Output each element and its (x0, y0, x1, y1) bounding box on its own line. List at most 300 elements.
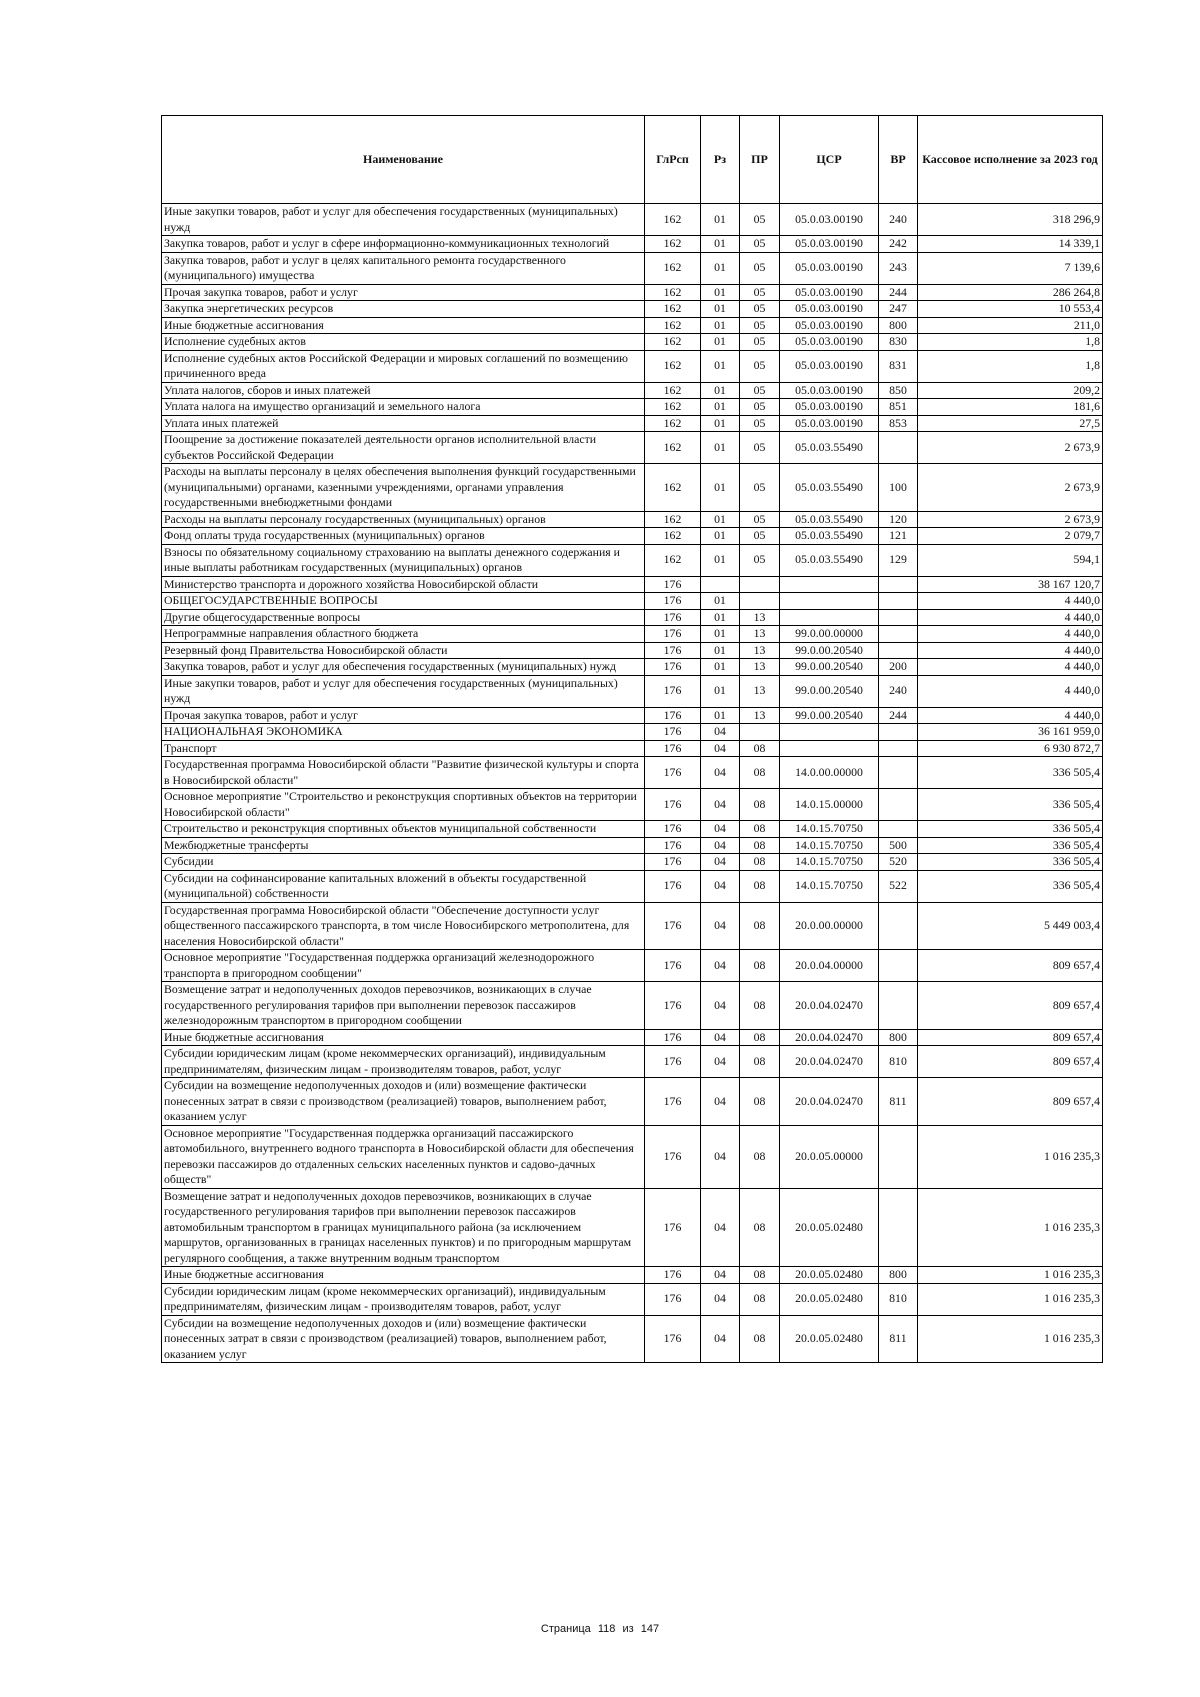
cell-vr (879, 593, 918, 610)
table-row (162, 284, 1103, 301)
cell-name: Закупка товаров, работ и услуг для обеспечения государственных (муниципальных) нужд (162, 659, 645, 676)
table-row (162, 789, 1103, 821)
cell-vr (879, 982, 918, 1030)
table-row (162, 757, 1103, 789)
cell-csr: 20.0.04.02470 (780, 1029, 879, 1046)
cell-amount: 336 505,4 (918, 870, 1103, 902)
header-amount: Кассовое исполнение за 2023 год (918, 116, 1103, 204)
cell-vr: 800 (879, 317, 918, 334)
cell-vr (879, 950, 918, 982)
cell-vr (879, 821, 918, 838)
cell-amount: 318 296,9 (918, 204, 1103, 236)
cell-pr: 05 (740, 399, 780, 416)
cell-grp: 176 (645, 1188, 701, 1267)
cell-vr: 800 (879, 1029, 918, 1046)
header-csr: ЦСР (780, 116, 879, 204)
cell-grp: 162 (645, 528, 701, 545)
cell-csr: 05.0.03.00190 (780, 415, 879, 432)
cell-csr: 05.0.03.55490 (780, 432, 879, 464)
table-row (162, 204, 1103, 236)
cell-csr: 14.0.15.00000 (780, 789, 879, 821)
cell-pr: 05 (740, 301, 780, 318)
table-row (162, 821, 1103, 838)
table-row (162, 1125, 1103, 1188)
cell-rz: 01 (701, 334, 740, 351)
table-row (162, 528, 1103, 545)
cell-csr: 99.0.00.20540 (780, 659, 879, 676)
cell-vr (879, 757, 918, 789)
page-current: 118 (597, 1623, 616, 1635)
cell-name: Основное мероприятие "Государственная поддержка организаций железнодорожного транспорта в пригородном сообщении" (162, 950, 645, 982)
cell-vr: 800 (879, 1267, 918, 1284)
cell-vr: 522 (879, 870, 918, 902)
cell-rz: 04 (701, 982, 740, 1030)
cell-grp: 162 (645, 432, 701, 464)
cell-name: Иные закупки товаров, работ и услуг для обеспечения государственных (муниципальных) нужд (162, 204, 645, 236)
cell-rz: 01 (701, 236, 740, 253)
cell-rz: 04 (701, 870, 740, 902)
cell-name: Взносы по обязательному социальному страхованию на выплаты денежного содержания и иные выплаты работникам государственных (муниципальных) органов (162, 544, 645, 576)
cell-pr: 05 (740, 252, 780, 284)
table-row (162, 724, 1103, 741)
cell-vr (879, 740, 918, 757)
cell-rz: 01 (701, 609, 740, 626)
table-row (162, 642, 1103, 659)
cell-amount: 4 440,0 (918, 642, 1103, 659)
cell-vr: 811 (879, 1315, 918, 1363)
cell-csr (780, 724, 879, 741)
cell-amount: 594,1 (918, 544, 1103, 576)
cell-rz: 04 (701, 1125, 740, 1188)
cell-name: Субсидии (162, 854, 645, 871)
cell-grp: 176 (645, 675, 701, 707)
cell-amount: 336 505,4 (918, 757, 1103, 789)
table-row (162, 399, 1103, 416)
cell-rz: 04 (701, 1267, 740, 1284)
cell-vr (879, 902, 918, 950)
cell-rz: 04 (701, 757, 740, 789)
cell-rz: 01 (701, 544, 740, 576)
cell-pr: 08 (740, 1046, 780, 1078)
cell-amount: 336 505,4 (918, 789, 1103, 821)
cell-vr: 810 (879, 1046, 918, 1078)
cell-csr: 99.0.00.20540 (780, 707, 879, 724)
cell-vr: 830 (879, 334, 918, 351)
cell-csr: 20.0.04.02470 (780, 1078, 879, 1126)
cell-amount: 2 079,7 (918, 528, 1103, 545)
cell-vr (879, 789, 918, 821)
table-row (162, 982, 1103, 1030)
cell-csr: 05.0.03.00190 (780, 252, 879, 284)
cell-csr: 20.0.04.02470 (780, 1046, 879, 1078)
cell-csr: 05.0.03.00190 (780, 350, 879, 382)
table-row (162, 626, 1103, 643)
table-row (162, 1267, 1103, 1284)
cell-rz: 01 (701, 204, 740, 236)
cell-pr: 13 (740, 707, 780, 724)
cell-amount: 336 505,4 (918, 837, 1103, 854)
cell-name: Иные бюджетные ассигнования (162, 317, 645, 334)
cell-amount: 38 167 120,7 (918, 576, 1103, 593)
cell-rz (701, 576, 740, 593)
cell-vr: 120 (879, 511, 918, 528)
cell-csr: 05.0.03.00190 (780, 399, 879, 416)
cell-rz: 01 (701, 528, 740, 545)
cell-vr: 853 (879, 415, 918, 432)
cell-grp: 176 (645, 1283, 701, 1315)
cell-csr: 05.0.03.00190 (780, 317, 879, 334)
cell-grp: 162 (645, 204, 701, 236)
cell-pr: 13 (740, 675, 780, 707)
cell-rz: 04 (701, 1315, 740, 1363)
cell-grp: 176 (645, 982, 701, 1030)
cell-name: Закупка товаров, работ и услуг в сфере информационно-коммуникационных технологий (162, 236, 645, 253)
table-row (162, 576, 1103, 593)
cell-grp: 176 (645, 593, 701, 610)
cell-rz: 01 (701, 707, 740, 724)
cell-name: Возмещение затрат и недополученных доходов перевозчиков, возникающих в случае государственного регулирования тарифов при выполнении перевозок пассажиров железнодорожным транспортом в пригородном сообщении (162, 982, 645, 1030)
cell-csr: 20.0.04.00000 (780, 950, 879, 982)
cell-csr: 14.0.00.00000 (780, 757, 879, 789)
cell-amount: 809 657,4 (918, 1029, 1103, 1046)
page-word: Страница (540, 1623, 591, 1635)
table-row (162, 854, 1103, 871)
cell-grp: 162 (645, 334, 701, 351)
cell-pr: 13 (740, 659, 780, 676)
cell-amount: 181,6 (918, 399, 1103, 416)
cell-amount: 336 505,4 (918, 854, 1103, 871)
table-row (162, 902, 1103, 950)
table-row (162, 252, 1103, 284)
table-row (162, 301, 1103, 318)
table-row (162, 350, 1103, 382)
cell-amount: 4 440,0 (918, 626, 1103, 643)
cell-vr: 240 (879, 204, 918, 236)
cell-rz: 04 (701, 740, 740, 757)
cell-csr: 99.0.00.20540 (780, 642, 879, 659)
cell-grp: 176 (645, 642, 701, 659)
cell-rz: 01 (701, 626, 740, 643)
cell-csr: 99.0.00.20540 (780, 675, 879, 707)
cell-amount: 36 161 959,0 (918, 724, 1103, 741)
cell-csr (780, 609, 879, 626)
cell-pr: 05 (740, 544, 780, 576)
cell-name: Министерство транспорта и дорожного хозяйства Новосибирской области (162, 576, 645, 593)
cell-csr: 05.0.03.55490 (780, 464, 879, 512)
cell-amount: 336 505,4 (918, 821, 1103, 838)
cell-pr: 05 (740, 464, 780, 512)
cell-csr: 05.0.03.00190 (780, 382, 879, 399)
cell-amount: 7 139,6 (918, 252, 1103, 284)
cell-grp: 176 (645, 659, 701, 676)
cell-csr: 20.0.05.02480 (780, 1315, 879, 1363)
cell-name: Исполнение судебных актов (162, 334, 645, 351)
cell-vr: 810 (879, 1283, 918, 1315)
table-row (162, 1315, 1103, 1363)
page-total: 147 (640, 1623, 660, 1635)
table-row (162, 837, 1103, 854)
cell-amount: 809 657,4 (918, 982, 1103, 1030)
header-pr: ПР (740, 116, 780, 204)
cell-name: Закупка товаров, работ и услуг в целях капитального ремонта государственного (муниципального) имущества (162, 252, 645, 284)
cell-amount: 1 016 235,3 (918, 1315, 1103, 1363)
cell-name: Уплата налогов, сборов и иных платежей (162, 382, 645, 399)
cell-name: Резервный фонд Правительства Новосибирской области (162, 642, 645, 659)
cell-grp: 162 (645, 301, 701, 318)
cell-csr: 20.0.00.00000 (780, 902, 879, 950)
table-row (162, 317, 1103, 334)
cell-pr: 08 (740, 1283, 780, 1315)
cell-grp: 162 (645, 252, 701, 284)
table-row (162, 740, 1103, 757)
table-row (162, 382, 1103, 399)
cell-rz: 04 (701, 837, 740, 854)
cell-pr: 08 (740, 740, 780, 757)
cell-grp: 176 (645, 837, 701, 854)
cell-name: Иные бюджетные ассигнования (162, 1029, 645, 1046)
cell-rz: 01 (701, 415, 740, 432)
cell-name: Государственная программа Новосибирской области "Обеспечение доступности услуг общественного пассажирского транспорта, в том числе Новосибирского метрополитена, для населения Новосибирской области" (162, 902, 645, 950)
cell-csr: 14.0.15.70750 (780, 821, 879, 838)
cell-grp: 176 (645, 902, 701, 950)
cell-vr: 129 (879, 544, 918, 576)
cell-name: Исполнение судебных актов Российской Федерации и мировых соглашений по возмещению причиненного вреда (162, 350, 645, 382)
cell-grp: 176 (645, 1046, 701, 1078)
cell-csr: 20.0.05.02480 (780, 1267, 879, 1284)
cell-csr: 14.0.15.70750 (780, 870, 879, 902)
cell-vr: 831 (879, 350, 918, 382)
cell-name: Уплата налога на имущество организаций и земельного налога (162, 399, 645, 416)
cell-pr: 08 (740, 902, 780, 950)
table-row (162, 1188, 1103, 1267)
cell-grp: 176 (645, 789, 701, 821)
cell-rz: 04 (701, 1029, 740, 1046)
cell-grp: 176 (645, 576, 701, 593)
cell-grp: 162 (645, 317, 701, 334)
cell-csr: 99.0.00.00000 (780, 626, 879, 643)
cell-amount: 1 016 235,3 (918, 1188, 1103, 1267)
cell-pr: 08 (740, 1078, 780, 1126)
cell-amount: 1 016 235,3 (918, 1267, 1103, 1284)
cell-csr: 05.0.03.00190 (780, 301, 879, 318)
cell-pr: 05 (740, 382, 780, 399)
cell-grp: 162 (645, 415, 701, 432)
cell-grp: 176 (645, 707, 701, 724)
cell-csr: 05.0.03.00190 (780, 236, 879, 253)
cell-amount: 809 657,4 (918, 950, 1103, 982)
cell-rz: 01 (701, 659, 740, 676)
cell-vr: 200 (879, 659, 918, 676)
cell-rz: 01 (701, 382, 740, 399)
cell-vr: 240 (879, 675, 918, 707)
cell-pr: 05 (740, 284, 780, 301)
cell-vr (879, 642, 918, 659)
cell-rz: 01 (701, 301, 740, 318)
cell-rz: 04 (701, 1283, 740, 1315)
cell-name: НАЦИОНАЛЬНАЯ ЭКОНОМИКА (162, 724, 645, 741)
cell-rz: 04 (701, 1046, 740, 1078)
cell-rz: 04 (701, 950, 740, 982)
cell-csr (780, 740, 879, 757)
table-row (162, 1029, 1103, 1046)
cell-name: Субсидии юридическим лицам (кроме некоммерческих организаций), индивидуальным предпринимателям, физическим лицам - производителям товаров, работ, услуг (162, 1283, 645, 1315)
cell-pr: 05 (740, 204, 780, 236)
cell-grp: 176 (645, 757, 701, 789)
cell-grp: 176 (645, 821, 701, 838)
cell-amount: 6 930 872,7 (918, 740, 1103, 757)
cell-amount: 1 016 235,3 (918, 1283, 1103, 1315)
cell-csr (780, 593, 879, 610)
cell-vr (879, 432, 918, 464)
cell-csr: 05.0.03.00190 (780, 204, 879, 236)
table-row (162, 236, 1103, 253)
cell-csr: 20.0.04.02470 (780, 982, 879, 1030)
table-row (162, 1046, 1103, 1078)
cell-grp: 162 (645, 464, 701, 512)
table-row (162, 544, 1103, 576)
cell-rz: 04 (701, 1078, 740, 1126)
cell-pr: 08 (740, 854, 780, 871)
table-row (162, 415, 1103, 432)
table-row (162, 511, 1103, 528)
cell-name: Государственная программа Новосибирской области "Развитие физической культуры и спорта в Новосибирской области" (162, 757, 645, 789)
cell-rz: 01 (701, 284, 740, 301)
cell-pr: 05 (740, 236, 780, 253)
table-row (162, 707, 1103, 724)
cell-vr: 500 (879, 837, 918, 854)
cell-pr: 08 (740, 1188, 780, 1267)
page-of-word: из (622, 1623, 634, 1635)
table-row (162, 659, 1103, 676)
cell-pr: 08 (740, 789, 780, 821)
cell-amount: 1,8 (918, 334, 1103, 351)
cell-rz: 01 (701, 399, 740, 416)
cell-name: Прочая закупка товаров, работ и услуг (162, 284, 645, 301)
cell-csr: 05.0.03.00190 (780, 284, 879, 301)
cell-vr: 851 (879, 399, 918, 416)
cell-vr: 244 (879, 707, 918, 724)
cell-name: Фонд оплаты труда государственных (муниципальных) органов (162, 528, 645, 545)
table-row (162, 593, 1103, 610)
cell-amount: 211,0 (918, 317, 1103, 334)
cell-grp: 162 (645, 350, 701, 382)
cell-vr: 244 (879, 284, 918, 301)
cell-amount: 2 673,9 (918, 464, 1103, 512)
cell-rz: 01 (701, 642, 740, 659)
cell-amount: 4 440,0 (918, 609, 1103, 626)
cell-grp: 176 (645, 1267, 701, 1284)
cell-name: Строительство и реконструкция спортивных объектов муниципальной собственности (162, 821, 645, 838)
cell-name: Расходы на выплаты персоналу в целях обеспечения выполнения функций государственными (муниципальными) органами, казенными учреждениями, органами управления государственными внебюджетными фондами (162, 464, 645, 512)
cell-pr: 08 (740, 1315, 780, 1363)
table-row (162, 1078, 1103, 1126)
cell-name: Возмещение затрат и недополученных доходов перевозчиков, возникающих в случае государственного регулирования тарифов при выполнении перевозок пассажиров автомобильным транспортом в границах муниципального района (за исключением маршрутов, организованных в границах населенных пунктов) и по пригородным маршрутам регулярного сообщения, а также внутренним водным транспортом (162, 1188, 645, 1267)
cell-rz: 04 (701, 821, 740, 838)
cell-csr (780, 576, 879, 593)
cell-vr (879, 1125, 918, 1188)
cell-amount: 1 016 235,3 (918, 1125, 1103, 1188)
cell-grp: 176 (645, 1029, 701, 1046)
cell-amount: 14 339,1 (918, 236, 1103, 253)
cell-rz: 01 (701, 675, 740, 707)
cell-csr: 20.0.05.02480 (780, 1188, 879, 1267)
cell-rz: 01 (701, 350, 740, 382)
cell-pr: 08 (740, 1125, 780, 1188)
cell-vr: 100 (879, 464, 918, 512)
cell-amount: 2 673,9 (918, 432, 1103, 464)
cell-csr: 05.0.03.55490 (780, 511, 879, 528)
cell-name: Субсидии на возмещение недополученных доходов и (или) возмещение фактически понесенных затрат в связи с производством (реализацией) товаров, выполнением работ, оказанием услуг (162, 1315, 645, 1363)
cell-rz: 04 (701, 902, 740, 950)
cell-pr: 08 (740, 982, 780, 1030)
table-row (162, 432, 1103, 464)
cell-amount: 5 449 003,4 (918, 902, 1103, 950)
cell-amount: 809 657,4 (918, 1078, 1103, 1126)
cell-grp: 176 (645, 870, 701, 902)
cell-rz: 01 (701, 432, 740, 464)
cell-grp: 176 (645, 854, 701, 871)
cell-rz: 04 (701, 854, 740, 871)
cell-name: Субсидии на софинансирование капитальных вложений в объекты государственной (муниципальной) собственности (162, 870, 645, 902)
cell-pr: 08 (740, 950, 780, 982)
cell-rz: 01 (701, 593, 740, 610)
cell-vr: 247 (879, 301, 918, 318)
cell-rz: 04 (701, 789, 740, 821)
cell-grp: 176 (645, 1315, 701, 1363)
cell-amount: 2 673,9 (918, 511, 1103, 528)
cell-pr: 08 (740, 821, 780, 838)
header-vr: ВР (879, 116, 918, 204)
cell-vr (879, 1188, 918, 1267)
cell-name: Расходы на выплаты персоналу государственных (муниципальных) органов (162, 511, 645, 528)
cell-pr: 08 (740, 1029, 780, 1046)
cell-amount: 4 440,0 (918, 675, 1103, 707)
cell-vr (879, 576, 918, 593)
cell-rz: 04 (701, 1188, 740, 1267)
cell-name: Основное мероприятие "Строительство и реконструкция спортивных объектов на территории Новосибирской области" (162, 789, 645, 821)
cell-pr (740, 724, 780, 741)
header-name: Наименование (162, 116, 645, 204)
cell-grp: 162 (645, 399, 701, 416)
cell-grp: 176 (645, 626, 701, 643)
cell-vr: 850 (879, 382, 918, 399)
cell-name: Основное мероприятие "Государственная поддержка организаций пассажирского автомобильного, внутреннего водного транспорта в Новосибирской области для обеспечения перевозки пассажиров до отдаленных сельских населенных пунктов и садово-дачных обществ" (162, 1125, 645, 1188)
cell-pr: 13 (740, 626, 780, 643)
cell-pr: 05 (740, 350, 780, 382)
cell-vr (879, 724, 918, 741)
cell-grp: 176 (645, 724, 701, 741)
cell-name: ОБЩЕГОСУДАРСТВЕННЫЕ ВОПРОСЫ (162, 593, 645, 610)
cell-pr: 08 (740, 870, 780, 902)
cell-csr: 05.0.03.55490 (780, 528, 879, 545)
cell-name: Субсидии на возмещение недополученных доходов и (или) возмещение фактически понесенных затрат в связи с производством (реализацией) товаров, выполнением работ, оказанием услуг (162, 1078, 645, 1126)
cell-amount: 1,8 (918, 350, 1103, 382)
cell-amount: 10 553,4 (918, 301, 1103, 318)
cell-csr: 14.0.15.70750 (780, 837, 879, 854)
cell-rz: 04 (701, 724, 740, 741)
cell-rz: 01 (701, 464, 740, 512)
cell-vr: 520 (879, 854, 918, 871)
cell-vr: 242 (879, 236, 918, 253)
cell-pr: 08 (740, 757, 780, 789)
cell-pr: 05 (740, 317, 780, 334)
cell-name: Непрограммные направления областного бюджета (162, 626, 645, 643)
cell-name: Прочая закупка товаров, работ и услуг (162, 707, 645, 724)
cell-pr: 05 (740, 415, 780, 432)
cell-amount: 286 264,8 (918, 284, 1103, 301)
cell-name: Иные бюджетные ассигнования (162, 1267, 645, 1284)
cell-csr: 14.0.15.70750 (780, 854, 879, 871)
